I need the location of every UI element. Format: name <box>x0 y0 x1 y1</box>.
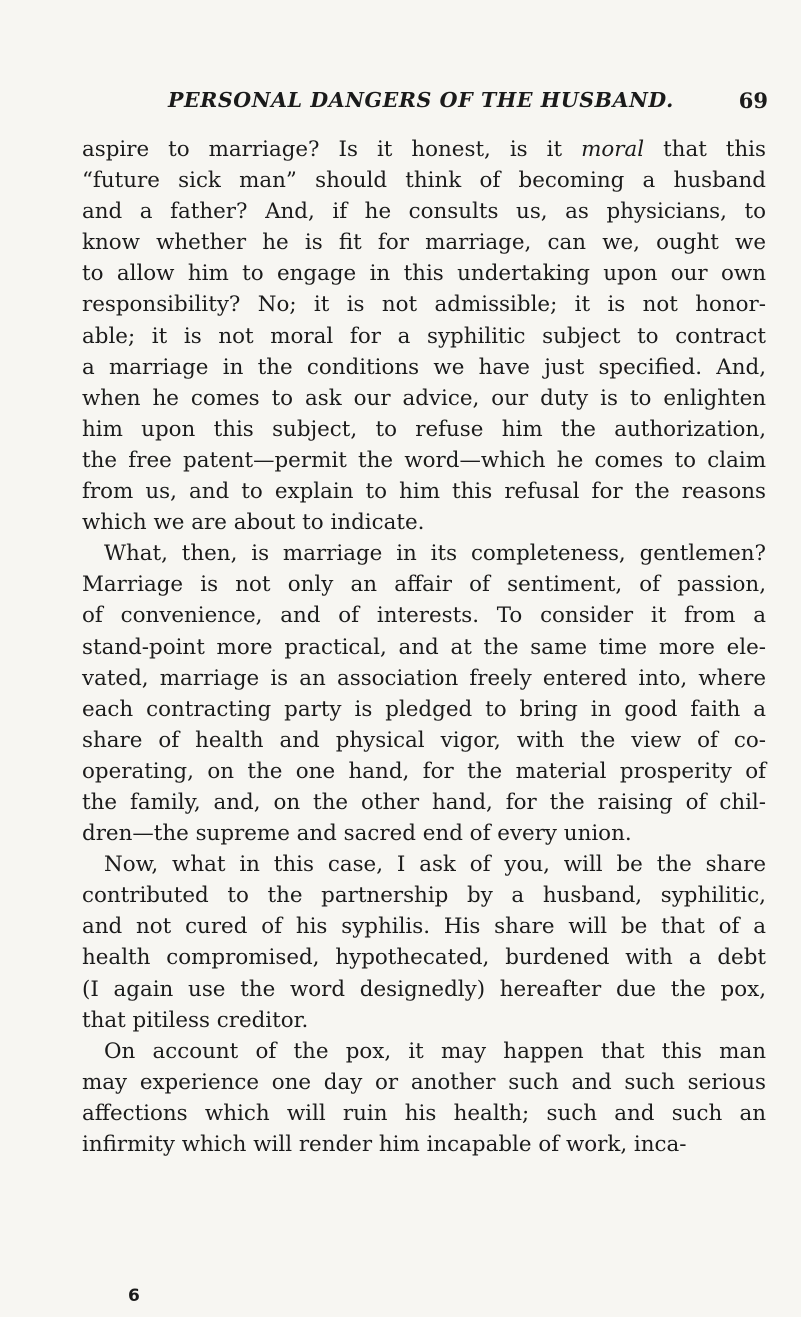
text-line: Now, what in this case, I ask of you, will be the share <box>104 852 766 878</box>
page-header <box>168 88 768 116</box>
text-line: responsibility? No; it is not admissible; it is not honor- <box>82 292 766 318</box>
running-head: PERSONAL DANGERS OF THE HUSBAND. <box>168 88 674 112</box>
text-line: affections which will ruin his health; such and such an <box>82 1100 766 1126</box>
text-line: able; it is not moral for a syphilitic subject to contract <box>82 323 766 349</box>
text-line: from us, and to explain to him this refusal for the reasons <box>82 479 766 505</box>
text-line: the family, and, on the other hand, for the raising of chil- <box>82 789 766 815</box>
text-line: to allow him to engage in this undertaking upon our own <box>82 261 766 287</box>
paragraph <box>82 849 766 1036</box>
text-line: know whether he is fit for marriage, can we, ought we <box>82 230 766 256</box>
text-line: vated, marriage is an association freely entered into, where <box>82 665 766 691</box>
text-line: a marriage in the conditions we have just specified. And, <box>82 354 766 380</box>
text-line: and not cured of his syphilis. His share will be that of a <box>82 914 766 940</box>
emphasis: moral <box>581 137 645 162</box>
paragraph <box>82 134 766 538</box>
text-line: aspire to marriage? Is it honest, is it moral that this <box>82 137 766 162</box>
text-line: infirmity which will render him incapable of work, inca- <box>82 1132 687 1157</box>
text-line: and a father? And, if he consults us, as physicians, to <box>82 199 766 225</box>
paragraph <box>82 538 766 849</box>
text-line: On account of the pox, it may happen that this man <box>104 1038 766 1064</box>
text-line: the free patent—permit the word—which he comes to claim <box>82 447 766 473</box>
text-line: him upon this subject, to refuse him the authorization, <box>82 416 766 442</box>
text-line: that pitiless creditor. <box>82 1007 309 1033</box>
text-line: Marriage is not only an affair of sentiment, of passion, <box>82 572 766 598</box>
paragraph <box>82 1036 766 1160</box>
text-line: may experience one day or another such and such serious <box>82 1069 766 1095</box>
text-line: when he comes to ask our advice, our duty is to enlighten <box>82 385 766 411</box>
text-line: stand-point more practical, and at the same time more ele- <box>82 634 766 660</box>
text-line: health compromised, hypothecated, burdened with a debt <box>82 945 766 971</box>
text-line: dren—the supreme and sacred end of every union. <box>82 821 632 847</box>
text-line: each contracting party is pledged to bring in good faith a <box>82 696 766 722</box>
text-line: operating, on the one hand, for the material prosperity of <box>82 758 766 784</box>
text-line: contributed to the partnership by a husband, syphilitic, <box>82 883 766 909</box>
text-line: of convenience, and of interests. To consider it from a <box>82 603 766 629</box>
body-text <box>82 134 766 1160</box>
signature-mark: 6 <box>128 1286 140 1306</box>
text-line: share of health and physical vigor, with the view of co- <box>82 727 766 753</box>
text-line: What, then, is marriage in its completeness, gentlemen? <box>104 541 766 567</box>
text-line: “future sick man” should think of becoming a husband <box>82 168 766 194</box>
text-line: (I again use the word designedly) hereafter due the pox, <box>82 976 766 1002</box>
page-number: 69 <box>738 88 768 113</box>
text-line: which we are about to indicate. <box>82 510 425 536</box>
